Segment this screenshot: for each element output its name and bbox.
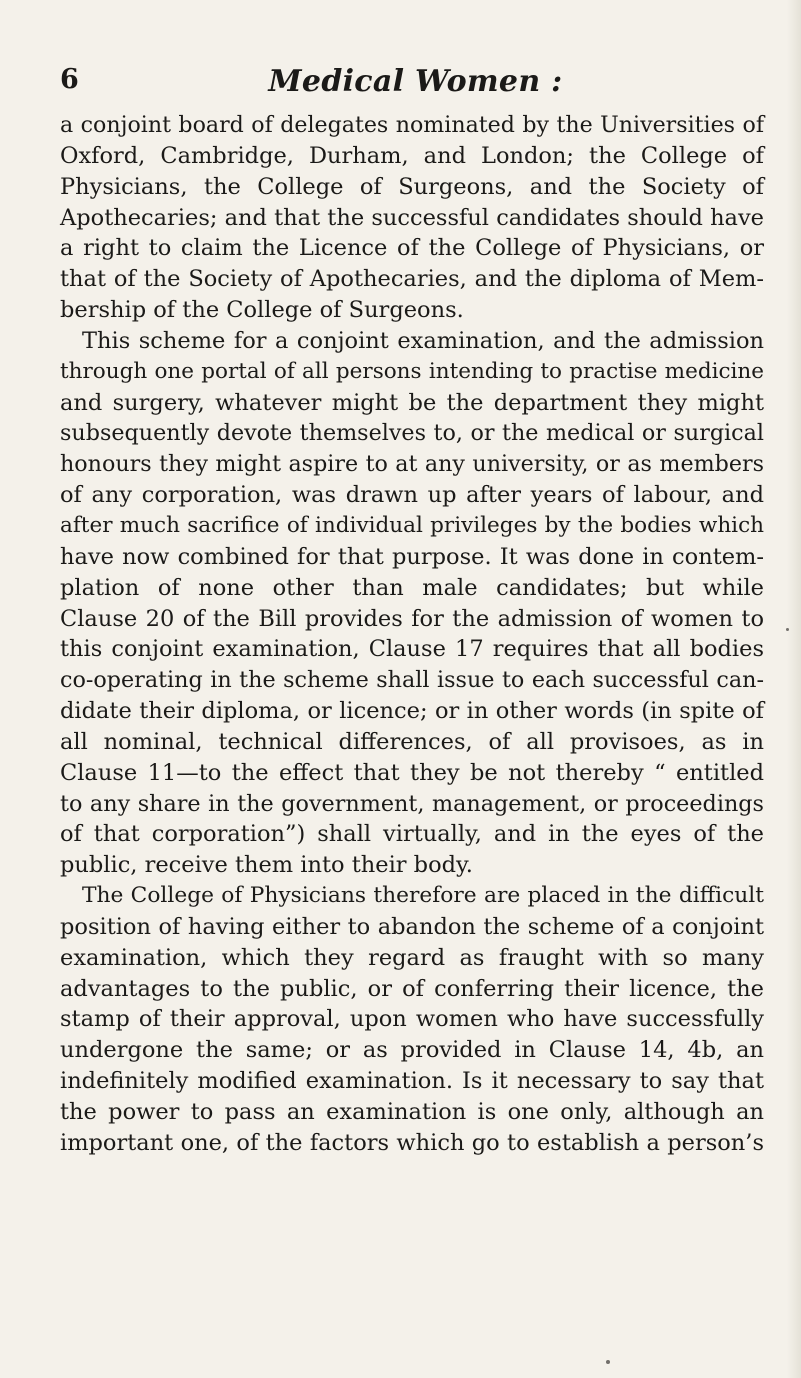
page-edge-shadow <box>787 0 801 1378</box>
text-line: Oxford, Cambridge, Durham, and London; the College of <box>60 142 764 169</box>
text-line: the power to pass an examination is one only, although an <box>60 1099 764 1125</box>
text-line: of that corporation”) shall virtually, and in the eyes of the <box>60 821 764 848</box>
page-header <box>60 64 771 108</box>
text-line: subsequently devote themselves to, or the medical or surgical <box>60 420 764 447</box>
text-line: Physicians, the College of Surgeons, and the Society of <box>60 173 764 200</box>
text-line: a right to claim the Licence of the College of Physicians, or <box>60 235 764 262</box>
text-line: co-operating in the scheme shall issue to each successful can- <box>60 667 764 694</box>
text-line: examination, which they regard as fraught with so many <box>60 944 764 971</box>
text-line: position of having either to abandon the scheme of a conjoint <box>60 913 764 940</box>
text-line: indefinitely modified examination. Is it necessary to say that <box>60 1068 764 1095</box>
text-line: Clause 20 of the Bill provides for the admission of women to <box>60 605 764 632</box>
text-line: to any share in the government, management, or proceedings <box>60 790 764 817</box>
paragraph <box>60 110 764 326</box>
text-line: after much sacrifice of individual privileges by the bodies which <box>60 512 764 538</box>
paragraph <box>60 326 764 881</box>
paper-speck <box>606 1360 610 1364</box>
text-line: Clause 11—to the effect that they be not thereby “ entitled <box>60 759 764 786</box>
text-line: of any corporation, was drawn up after years of labour, and <box>60 482 764 509</box>
running-head: Medical Women : <box>268 64 563 99</box>
text-line: bership of the College of Surgeons. <box>60 297 464 324</box>
paragraph <box>60 881 764 1159</box>
text-line: Apothecaries; and that the successful candidates should have <box>60 204 764 231</box>
text-line: and surgery, whatever might be the department they might <box>60 389 764 416</box>
body-text <box>60 110 764 1159</box>
text-line: stamp of their approval, upon women who have successfully <box>60 1006 764 1033</box>
text-line: The College of Physicians therefore are placed in the difficult <box>82 883 764 909</box>
text-line: all nominal, technical differences, of all provisoes, as in <box>60 728 764 755</box>
text-line: This scheme for a conjoint examination, and the admission <box>82 327 764 354</box>
text-line: through one portal of all persons intending to practise medicine <box>60 358 764 384</box>
text-line: a conjoint board of delegates nominated by the Universities of <box>60 112 764 138</box>
page-number: 6 <box>60 64 79 95</box>
text-line: plation of none other than male candidates; but while <box>60 574 764 601</box>
text-line: important one, of the factors which go to establish a person’s <box>60 1129 764 1156</box>
text-line: that of the Society of Apothecaries, and the diploma of Mem- <box>60 266 764 293</box>
text-line: didate their diploma, or licence; or in other words (in spite of <box>60 698 764 725</box>
text-line: undergone the same; or as provided in Clause 14, 4b, an <box>60 1037 764 1064</box>
text-line: honours they might aspire to at any university, or as members <box>60 451 764 478</box>
text-line: advantages to the public, or of conferring their licence, the <box>60 975 764 1002</box>
text-line: this conjoint examination, Clause 17 requires that all bodies <box>60 636 764 663</box>
text-line: have now combined for that purpose. It was done in contem- <box>60 543 764 570</box>
text-line: public, receive them into their body. <box>60 852 473 879</box>
